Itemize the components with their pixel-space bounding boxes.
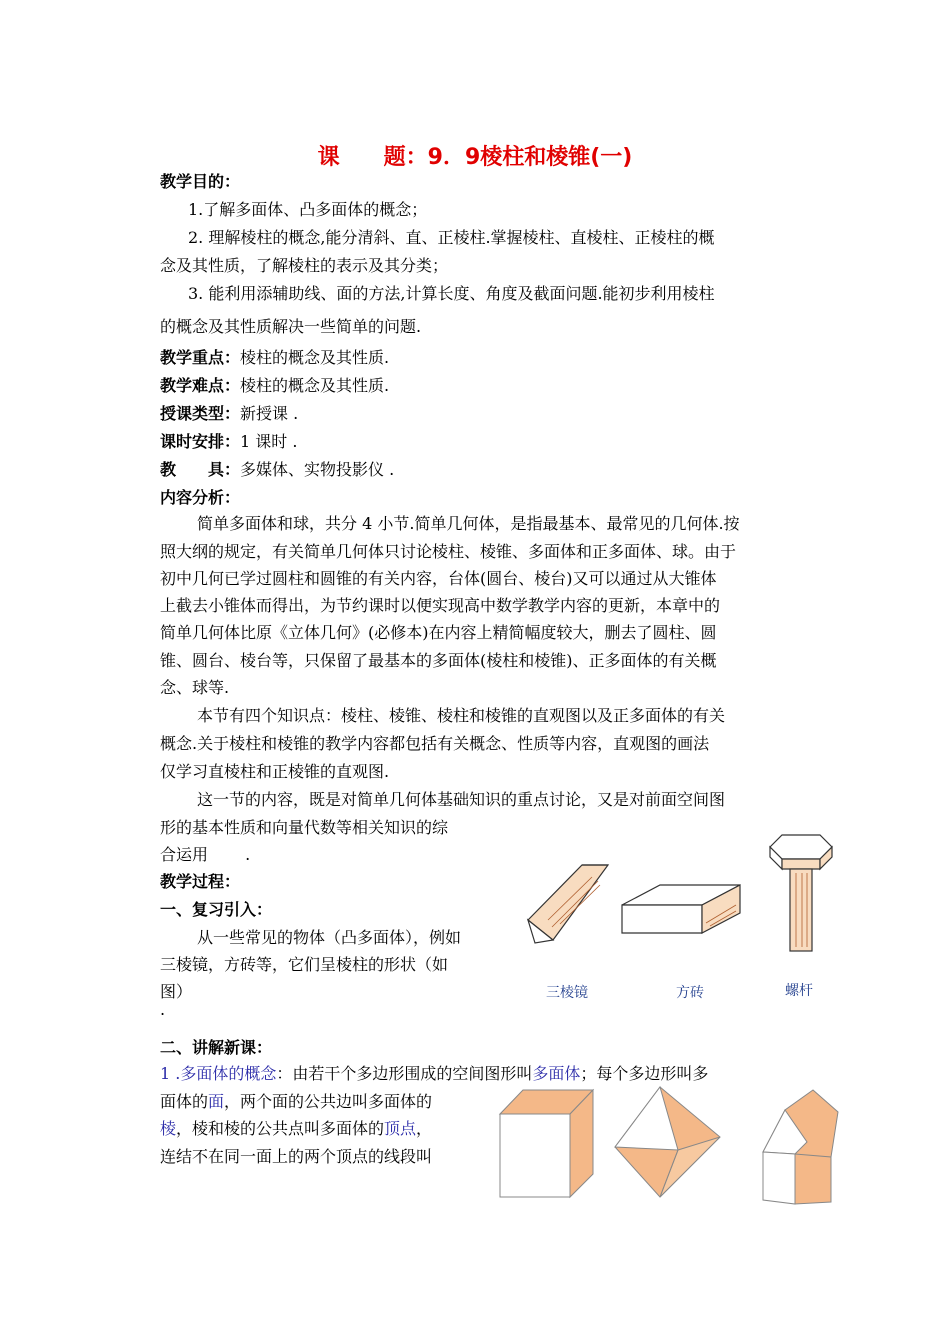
review-heading: 一、复习引入：	[160, 900, 273, 919]
difficulty-label: 教学难点：	[160, 376, 241, 395]
concept-term: 多面体的概念	[180, 1064, 277, 1083]
review-dot: .	[160, 1000, 166, 1019]
analysis-p3-line: 形的基本性质和向量代数等相关知识的综	[160, 818, 449, 837]
analysis-heading: 内容分析：	[160, 488, 241, 507]
analysis-p1-line: 照大纲的规定，有关简单几何体只讨论棱柱、棱锥、多面体和正多面体、球。由于	[160, 542, 737, 561]
key-point-label: 教学重点：	[160, 348, 241, 367]
analysis-p3-line: 这一节的内容，既是对简单几何体基础知识的重点讨论，又是对前面空间图	[197, 790, 726, 809]
hours-row	[160, 432, 297, 452]
analysis-p2-line: 仅学习直棱柱和正棱锥的直观图.	[160, 762, 390, 781]
tools-row	[160, 460, 394, 480]
concept-line-4: 连结不在同一面上的两个顶点的线段叫	[160, 1147, 433, 1166]
concept-text: 面体的	[160, 1092, 209, 1111]
brick-image	[622, 885, 740, 933]
review-line: 图）	[160, 982, 193, 1001]
difficulty-value: 棱柱的概念及其性质.	[240, 376, 390, 395]
review-line: 三棱镜，方砖等，它们呈棱柱的形状（如	[160, 955, 449, 974]
analysis-p2-line: 概念.关于棱柱和棱锥的教学内容都包括有关概念、性质等内容，直观图的画法	[160, 734, 710, 753]
concept-line-2	[160, 1092, 432, 1112]
brick-caption: 方砖	[676, 985, 704, 1001]
process-heading: 教学过程：	[160, 872, 241, 891]
bolt-image	[770, 835, 832, 951]
triangular-prism-image	[528, 865, 608, 943]
term-edge: 棱	[160, 1119, 177, 1138]
lesson-type-row	[160, 404, 298, 424]
goal-item-2-line2: 念及其性质，了解棱柱的表示及其分类；	[160, 256, 449, 275]
concept-text: ；每个多边形叫多	[580, 1064, 709, 1083]
key-point-row	[160, 348, 389, 368]
cube-image	[500, 1090, 593, 1197]
page-title: 课 题：9．9棱柱和棱锥(一)	[317, 145, 633, 170]
goal-item-3-line1: 3. 能利用添辅助线、面的方法,计算长度、角度及截面问题.能初步利用棱柱	[188, 284, 715, 303]
prism-caption: 三棱镜	[546, 985, 588, 1001]
analysis-p1-line: 简单几何体比原《立体几何》(必修本)在内容上精简幅度较大，删去了圆柱、圆	[160, 623, 717, 642]
lesson-type-label: 授课类型：	[160, 404, 241, 423]
hours-label: 课时安排：	[160, 432, 241, 451]
lesson-type-value: 新授课 .	[240, 404, 299, 423]
term-polyhedron: 多面体	[532, 1064, 581, 1083]
concept-prefix: 1 .	[160, 1064, 181, 1083]
concept-text: ，两个面的公共边叫多面体的	[224, 1092, 433, 1111]
term-vertex: 顶点	[384, 1119, 417, 1138]
difficulty-row	[160, 376, 389, 396]
pentagonal-prism-image	[763, 1090, 838, 1204]
objects-figure	[520, 825, 850, 1005]
analysis-p1-line: 锥、圆台、棱台等，只保留了最基本的多面体(棱柱和棱锥)、正多面体的有关概	[160, 651, 717, 670]
analysis-p1-line: 念、球等.	[160, 678, 230, 697]
goals-heading: 教学目的：	[160, 172, 241, 191]
hours-value: 1 课时 .	[240, 432, 298, 451]
bolt-caption: 螺杆	[785, 983, 813, 999]
concept-text: ，棱和棱的公共点叫多面体的	[176, 1119, 385, 1138]
goal-item-3-line2: 的概念及其性质解决一些简单的问题.	[160, 317, 422, 336]
concept-line-1	[160, 1064, 708, 1084]
key-point-value: 棱柱的概念及其性质.	[240, 348, 390, 367]
concept-text: ：由若干个多边形围成的空间图形叫	[276, 1064, 533, 1083]
analysis-p1-line: 简单多面体和球，共分 4 小节.简单几何体，是指最基本、最常见的几何体.按	[197, 514, 740, 533]
polyhedra-figure	[495, 1082, 850, 1207]
concept-line-3	[160, 1119, 432, 1139]
analysis-p1-line: 初中几何已学过圆柱和圆锥的有关内容，台体(圆台、棱台)又可以通过从大锥体	[160, 569, 717, 588]
analysis-p1-line: 上截去小锥体而得出，为节约课时以便实现高中数学教学内容的更新，本章中的	[160, 596, 721, 615]
goal-item-1: 1.了解多面体、凸多面体的概念；	[188, 200, 428, 219]
octahedron-image	[615, 1087, 720, 1197]
new-lesson-heading: 二、讲解新课：	[160, 1038, 273, 1057]
tools-label: 教 具：	[160, 460, 241, 479]
analysis-p2-line: 本节有四个知识点：棱柱、棱锥、棱柱和棱锥的直观图以及正多面体的有关	[197, 706, 726, 725]
term-face: 面	[208, 1092, 225, 1111]
concept-text: ，	[416, 1119, 433, 1138]
tools-value: 多媒体、实物投影仪 .	[240, 460, 395, 479]
analysis-p3-line: 合运用 .	[160, 845, 251, 864]
review-line: 从一些常见的物体（凸多面体），例如	[197, 928, 462, 947]
goal-item-2-line1: 2. 理解棱柱的概念,能分清斜、直、正棱柱.掌握棱柱、直棱柱、正棱柱的概	[188, 228, 715, 247]
